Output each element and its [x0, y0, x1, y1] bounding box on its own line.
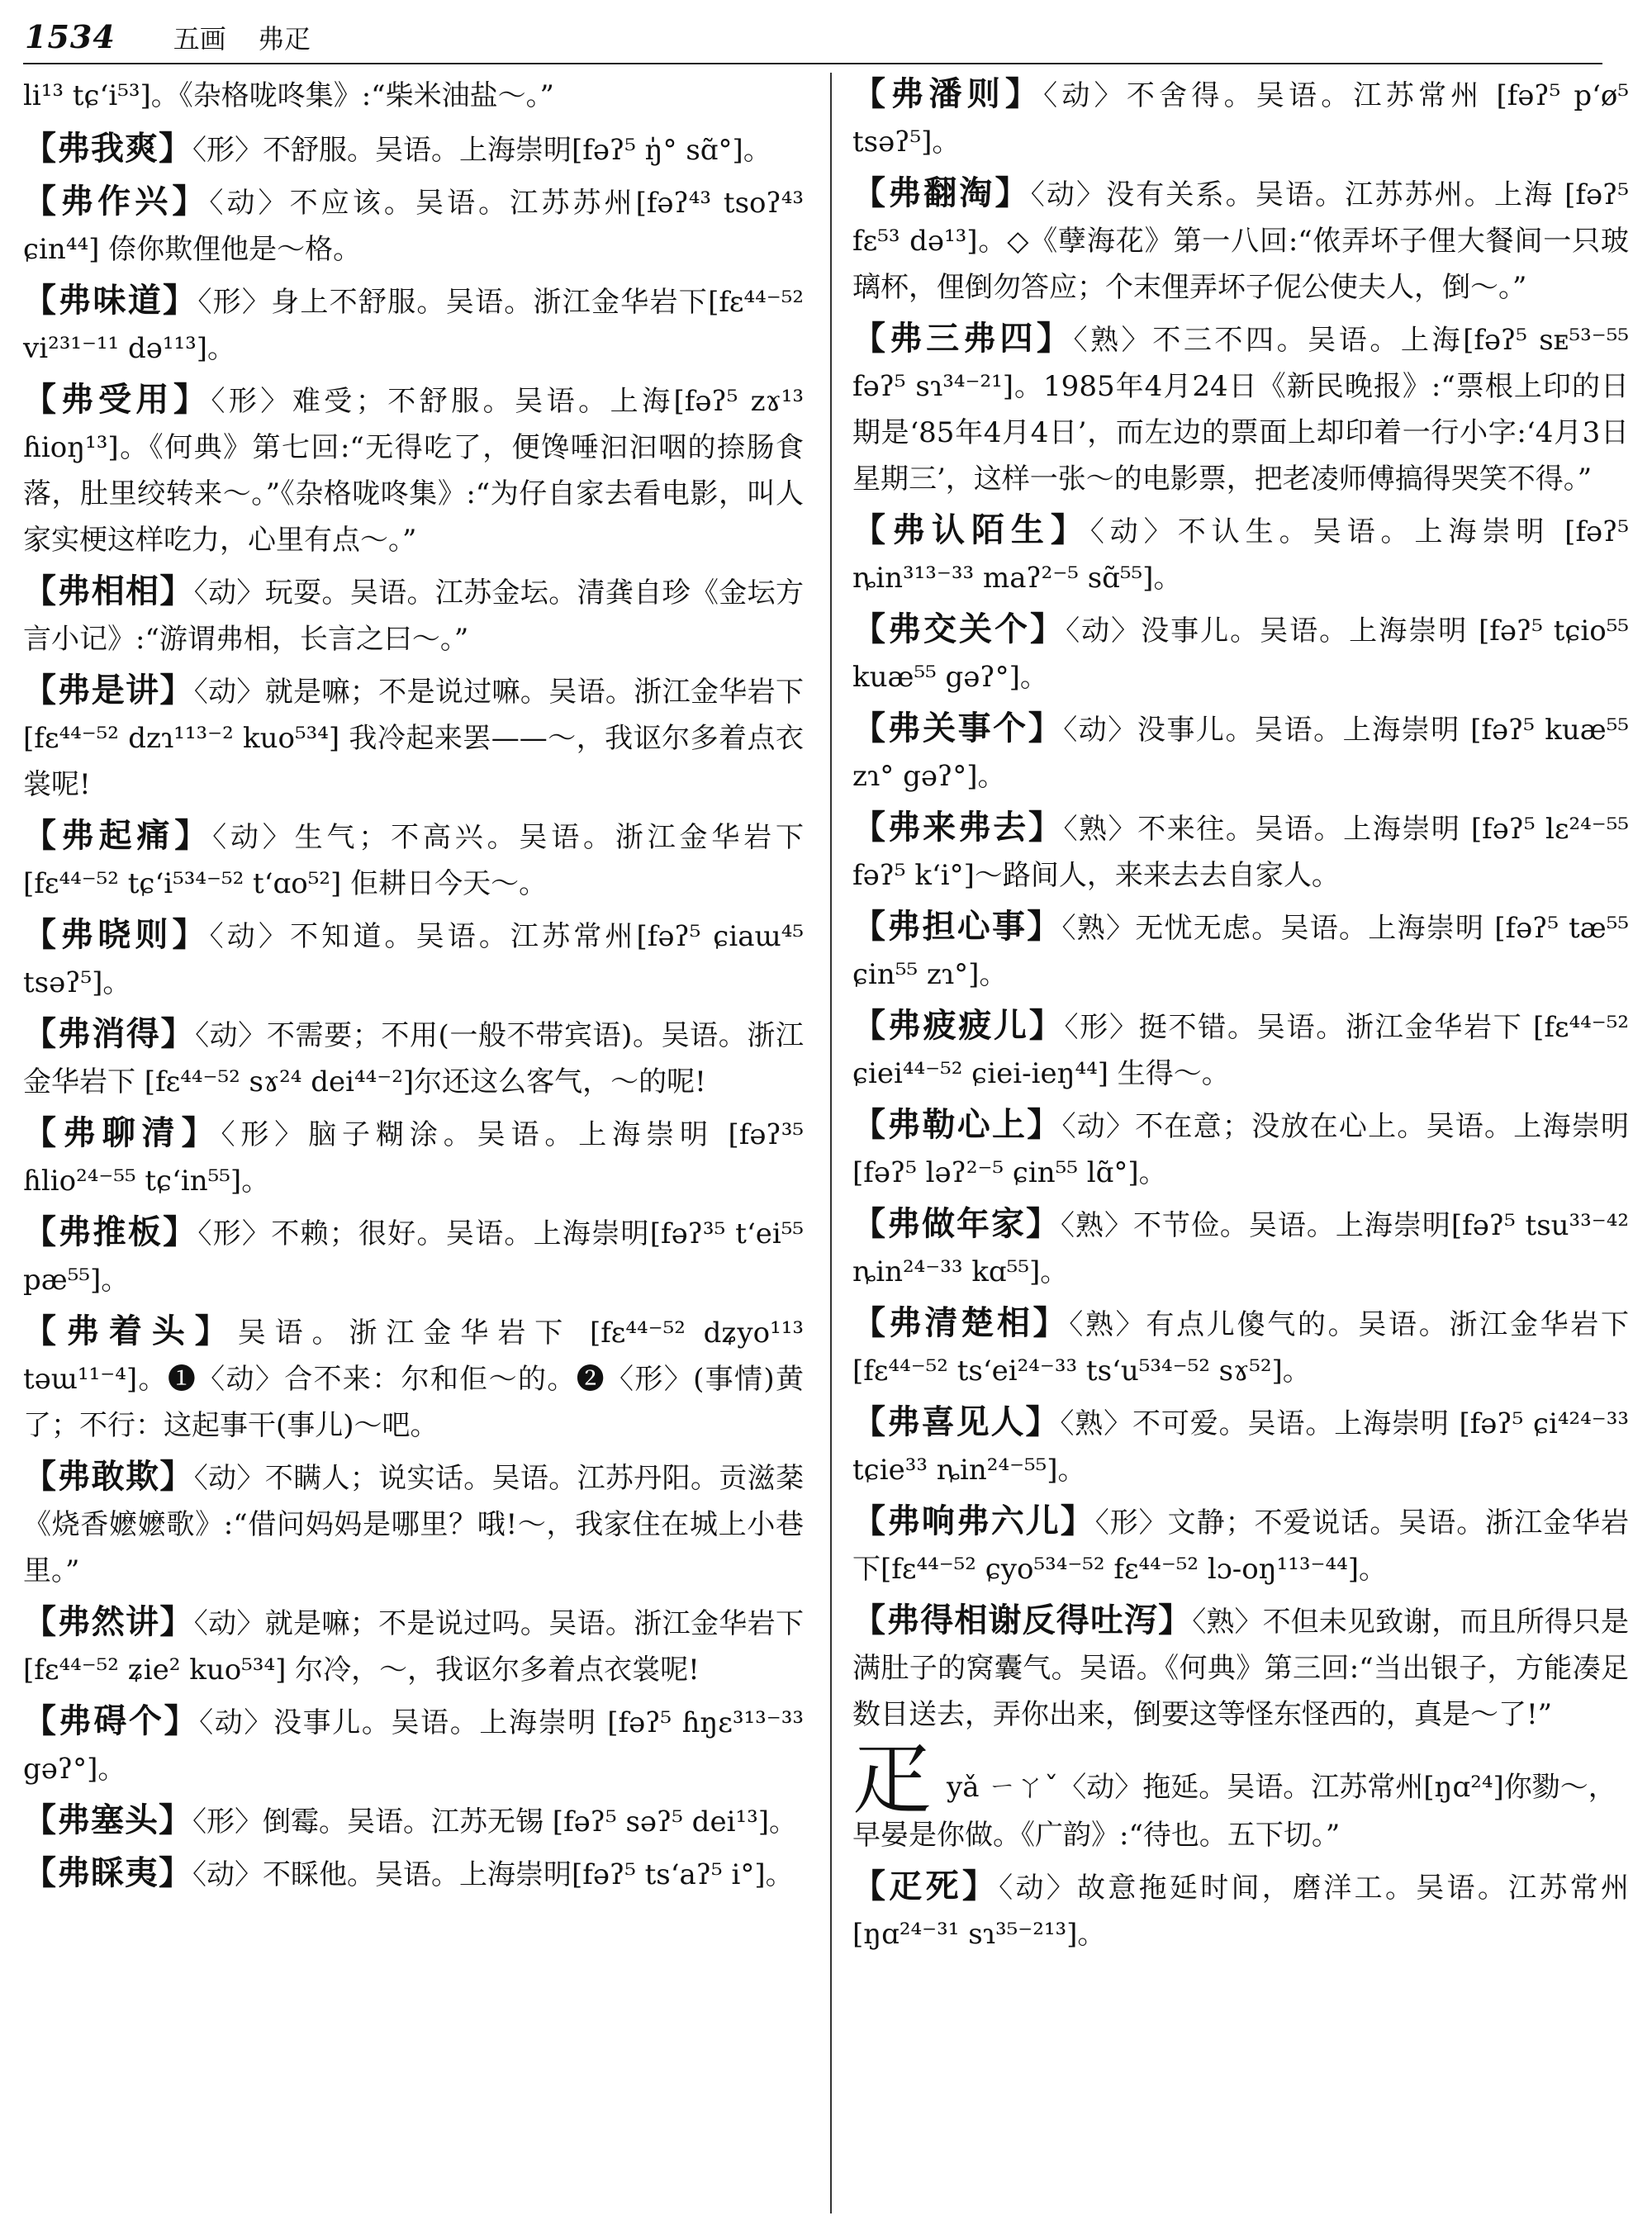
entry	[23, 1797, 804, 1845]
entry-headword: 【弗得相谢反得吐泻】	[852, 1601, 1193, 1639]
entry	[23, 1209, 804, 1303]
entry-headword: 【弗翻淘】	[852, 173, 1031, 212]
entry	[852, 1597, 1629, 1738]
entry-text: 〈动〉没事儿。吴语。上海崇明 [fəʔ⁵ tɕio⁵⁵ kuæ⁵⁵ gəʔ°]。	[852, 614, 1629, 694]
entry	[23, 912, 804, 1006]
entry-text: 〈动〉故意拖延时间，磨洋工。吴语。江苏常州 [ŋɑ²⁴⁻³¹ sɿ³⁵⁻²¹³]。	[852, 1872, 1630, 1951]
entry	[23, 1454, 804, 1594]
entry-headword: 【疋死】	[852, 1867, 999, 1905]
main-entry-text: yǎ ㄧㄚˇ〈动〉拖延。吴语。江苏常州[ŋɑ²⁴]你勠～，早晏是你做。《广韵》:“待也。五下切。”	[852, 1771, 1616, 1852]
entry	[23, 1850, 804, 1898]
entry-headword: 【弗关事个】	[852, 709, 1064, 747]
entry-text: 〈形〉脑子糊涂。吴语。上海崇明 [fəʔ³⁵ ɦlio²⁴⁻⁵⁵ tɕʻin⁵⁵]。	[23, 1118, 805, 1198]
entry	[23, 813, 804, 907]
entry-headword: 【弗交关个】	[852, 610, 1066, 648]
entry-text: 〈动〉玩耍。吴语。江苏金坛。清龚自珍《金坛方言小记》:“游谓弗相，长言之曰～。”	[23, 576, 805, 656]
entry-headword: 【弗三弗四】	[852, 319, 1074, 358]
entry-headword: 【弗聊清】	[23, 1113, 221, 1152]
entry-headword: 【弗清楚相】	[852, 1303, 1070, 1342]
entry-headword: 【弗着头】	[23, 1312, 238, 1350]
entry-headword: 【弗做年家】	[852, 1204, 1061, 1243]
entry-text: 〈动〉不知道。吴语。江苏常州[fəʔ⁵ ɕiaɯ⁴⁵ tsəʔ⁵]。	[23, 920, 804, 999]
entry-text: 〈熟〉无忧无虑。吴语。上海崇明 [fəʔ⁵ tæ⁵⁵ ɕin⁵⁵ zɿ°]。	[852, 912, 1629, 991]
entry	[852, 1863, 1629, 1957]
main-character-entry	[852, 1733, 1629, 1858]
entry-text: 〈熟〉不来往。吴语。上海崇明 [fəʔ⁵ lɛ²⁴⁻⁵⁵ fəʔ⁵ kʻi°]～路间人，来来去去自家人。	[852, 813, 1629, 892]
entry-headword: 【弗推板】	[23, 1212, 198, 1251]
entry	[23, 71, 804, 119]
entry-text: 〈形〉不赖；很好。吴语。上海崇明[fəʔ³⁵ tʻei⁵⁵ pæ⁵⁵]。	[23, 1217, 805, 1297]
entry	[23, 667, 804, 808]
entry	[852, 1498, 1629, 1592]
entry	[852, 904, 1629, 998]
entry-headword: 【弗睬夷】	[23, 1853, 192, 1892]
entry-headword: 【弗担心事】	[852, 907, 1062, 946]
entry-headword: 【弗塞头】	[23, 1801, 192, 1839]
entry	[23, 1308, 804, 1449]
entry-text: li¹³ tɕʻi⁵³]。《杂格咙咚集》:“柴米油盐～。”	[23, 79, 554, 112]
entry-headword: 【弗认陌生】	[852, 510, 1090, 549]
entry	[852, 1102, 1629, 1196]
entry-text: 〈熟〉不但未见致谢，而且所得只是满肚子的窝囊气。吴语。《何典》第三回:“当出银子，方能凑足数目送去，弄你出来，倒要这等怪东怪西的，真是～了!”	[852, 1606, 1630, 1731]
entry	[23, 568, 804, 662]
entry-text: 〈形〉难受；不舒服。吴语。上海[fəʔ⁵ zɤ¹³ ɦioŋ¹³]。《何典》第七回:“无得吃了，便馋唾汩汩咽的捺肠食落，肚里绞转来～。”《杂格咙咚集》:“为仔自家去看电影，叫人家实梗这样吃力，心里有点～。”	[23, 385, 805, 557]
entry-text: 〈动〉不在意；没放在心上。吴语。上海崇明 [fəʔ⁵ ləʔ²⁻⁵ ɕin⁵⁵ lɑ̃°]。	[852, 1110, 1630, 1189]
entry-headword: 【弗相相】	[23, 572, 194, 610]
entry-text: 〈形〉倒霉。吴语。江苏无锡 [fəʔ⁵ səʔ⁵ dei¹³]。	[192, 1805, 797, 1839]
entry-text: 〈动〉不需要；不用(一般不带宾语)。吴语。浙江金华岩下 [fɛ⁴⁴⁻⁵² sɤ²⁴ dei⁴⁴⁻²]尔还这么客气，～的呢!	[23, 1019, 805, 1098]
entry-headword: 【弗来弗去】	[852, 808, 1064, 847]
entry	[852, 1399, 1629, 1493]
entry-headword: 【弗晓则】	[23, 915, 210, 954]
section-label: 五画	[173, 23, 226, 55]
entry-headword: 【弗碍个】	[23, 1701, 200, 1740]
entry-headword: 【弗我爽】	[23, 129, 192, 168]
page-number: 1534	[25, 18, 116, 55]
left-column	[23, 71, 804, 1903]
entry-headword: 【弗是讲】	[23, 671, 194, 709]
entry	[852, 804, 1629, 899]
entry-text: 〈形〉身上不舒服。吴语。浙江金华岩下[fɛ⁴⁴⁻⁵² vi²³¹⁻¹¹ də¹¹³]。	[23, 286, 805, 365]
page-header	[25, 18, 334, 59]
entry	[852, 1003, 1629, 1097]
entry-headword: 【弗敢欺】	[23, 1457, 194, 1496]
entry-headword: 【弗消得】	[23, 1014, 196, 1053]
entry	[852, 705, 1629, 799]
entry-text: 〈动〉不舍得。吴语。江苏常州 [fəʔ⁵ pʻø⁵ tsəʔ⁵]。	[852, 79, 1630, 159]
entry-text: 〈动〉没事儿。吴语。上海崇明 [fəʔ⁵ kuæ⁵⁵ zɿ° gəʔ°]。	[852, 714, 1629, 793]
header-title	[173, 18, 334, 56]
entry	[23, 377, 804, 563]
right-column	[852, 71, 1629, 1962]
entry-text: 〈形〉挺不错。吴语。浙江金华岩下 [fɛ⁴⁴⁻⁵² ɕiei⁴⁴⁻⁵² ɕiei-ieŋ⁴⁴] 生得～。	[852, 1011, 1629, 1090]
entry-text: 〈动〉不应该。吴语。江苏苏州[fəʔ⁴³ tsoʔ⁴³ ɕin⁴⁴] 倷你欺俚他是～格。	[23, 187, 804, 266]
entry-headword: 【弗然讲】	[23, 1602, 194, 1641]
entry	[23, 1599, 804, 1693]
entry-text: 〈动〉不认生。吴语。上海崇明 [fəʔ⁵ ȵin³¹³⁻³³ maʔ²⁻⁵ sɑ̃⁵⁵]。	[852, 515, 1630, 595]
entry-text: 吴语。浙江金华岩下 [fɛ⁴⁴⁻⁵² dʑyo¹¹³ təɯ¹¹⁻⁴]。❶〈动〉合不来：尔和佢～的。❷〈形〉(事情)黄了；不行：这起事干(事儿)～吧。	[23, 1317, 805, 1442]
keywords-label: 弗疋	[257, 23, 311, 55]
entry-text: 〈动〉不睬他。吴语。上海崇明[fəʔ⁵ tsʻaʔ⁵ i°]。	[192, 1858, 794, 1891]
entry-text: 〈动〉生气；不高兴。吴语。浙江金华岩下[fɛ⁴⁴⁻⁵² tɕʻi⁵³⁴⁻⁵² tʻɑo⁵²] 佢耕日今天～。	[23, 821, 805, 900]
column-divider	[830, 73, 832, 2213]
entry	[23, 1110, 804, 1204]
entry-text: 〈熟〉不三不四。吴语。上海[fəʔ⁵ sᴇ⁵³⁻⁵⁵ fəʔ⁵ sɿ³⁴⁻²¹]。1985年4月24日《新民晚报》:“票根上印的日期是‘85年4月4日’，而左边的票面上却印着一行小字:‘4月3日星期三’，这样一张～的电影票，把老凌师傅搞得哭笑不得。”	[852, 324, 1630, 496]
header-rule	[23, 63, 1602, 64]
entry	[23, 178, 804, 273]
entry-headword: 【弗响弗六儿】	[852, 1502, 1095, 1540]
entry	[23, 278, 804, 372]
entry-text: 〈动〉没事儿。吴语。上海崇明 [fəʔ⁵ ɦŋɛ³¹³⁻³³ gəʔ°]。	[23, 1706, 804, 1786]
entry	[852, 316, 1629, 502]
entry-headword: 【弗潘则】	[852, 74, 1044, 113]
entry	[852, 170, 1629, 311]
entry	[852, 1201, 1629, 1295]
entry-text: 〈熟〉不节俭。吴语。上海崇明[fəʔ⁵ tsu³³⁻⁴² ȵin²⁴⁻³³ kɑ⁵⁵]。	[852, 1209, 1629, 1288]
entry-text: 〈形〉文静；不爱说话。吴语。浙江金华岩下[fɛ⁴⁴⁻⁵² ɕyo⁵³⁴⁻⁵² fɛ⁴⁴⁻⁵² lɔ-oŋ¹¹³⁻⁴⁴]。	[852, 1506, 1630, 1586]
entry	[852, 71, 1629, 165]
entry-text: 〈动〉不瞒人；说实话。吴语。江苏丹阳。贡滋棻《烧香嬷嬷歌》:“借问妈妈是哪里？哦!～，我家住在城上小巷里。”	[23, 1462, 805, 1587]
entry-headword: 【弗作兴】	[23, 182, 210, 221]
entry-text: 〈动〉没有关系。吴语。江苏苏州。上海 [fəʔ⁵ fɛ⁵³ də¹³]。◇《孽海花》第一八回:“侬弄坏子俚大餐间一只玻璃杯，俚倒勿答应；个末俚弄坏子伲公使夫人，倒～。”	[852, 178, 1629, 304]
entry-text: 〈形〉不舒服。吴语。上海崇明[fəʔ⁵ ŋ̍° sɑ̃°]。	[192, 134, 771, 167]
entry	[23, 1011, 804, 1105]
entry	[852, 1300, 1629, 1394]
entry-headword: 【弗勒心上】	[852, 1105, 1062, 1144]
entry-headword: 【弗喜见人】	[852, 1402, 1061, 1441]
entry	[23, 126, 804, 173]
entry-text: 〈动〉就是嘛；不是说过吗。吴语。浙江金华岩下 [fɛ⁴⁴⁻⁵² ʑie² kuo⁵³⁴] 尔冷，～，我讴尔多着点衣裳呢!	[23, 1607, 805, 1687]
entry	[23, 1698, 804, 1792]
entry	[852, 606, 1629, 700]
entry-text: 〈熟〉不可爱。吴语。上海崇明 [fəʔ⁵ ɕi⁴²⁴⁻³³ tɕie³³ ȵin²⁴⁻⁵⁵]。	[852, 1407, 1629, 1487]
entry-text: 〈熟〉有点儿傻气的。吴语。浙江金华岩下 [fɛ⁴⁴⁻⁵² tsʻei²⁴⁻³³ tsʻu⁵³⁴⁻⁵² sɤ⁵²]。	[852, 1308, 1629, 1388]
entry-headword: 【弗受用】	[23, 380, 211, 419]
entry-headword: 【弗味道】	[23, 281, 198, 320]
main-character: 疋	[852, 1733, 932, 1825]
entry-text: 〈动〉就是嘛；不是说过嘛。吴语。浙江金华岩下 [fɛ⁴⁴⁻⁵² dzɿ¹¹³⁻² kuo⁵³⁴] 我冷起来罢——～，我讴尔多着点衣裳呢!	[23, 676, 805, 801]
entry-headword: 【弗起痛】	[23, 816, 213, 855]
entry-headword: 【弗疲疲儿】	[852, 1006, 1065, 1045]
entry	[852, 507, 1629, 601]
